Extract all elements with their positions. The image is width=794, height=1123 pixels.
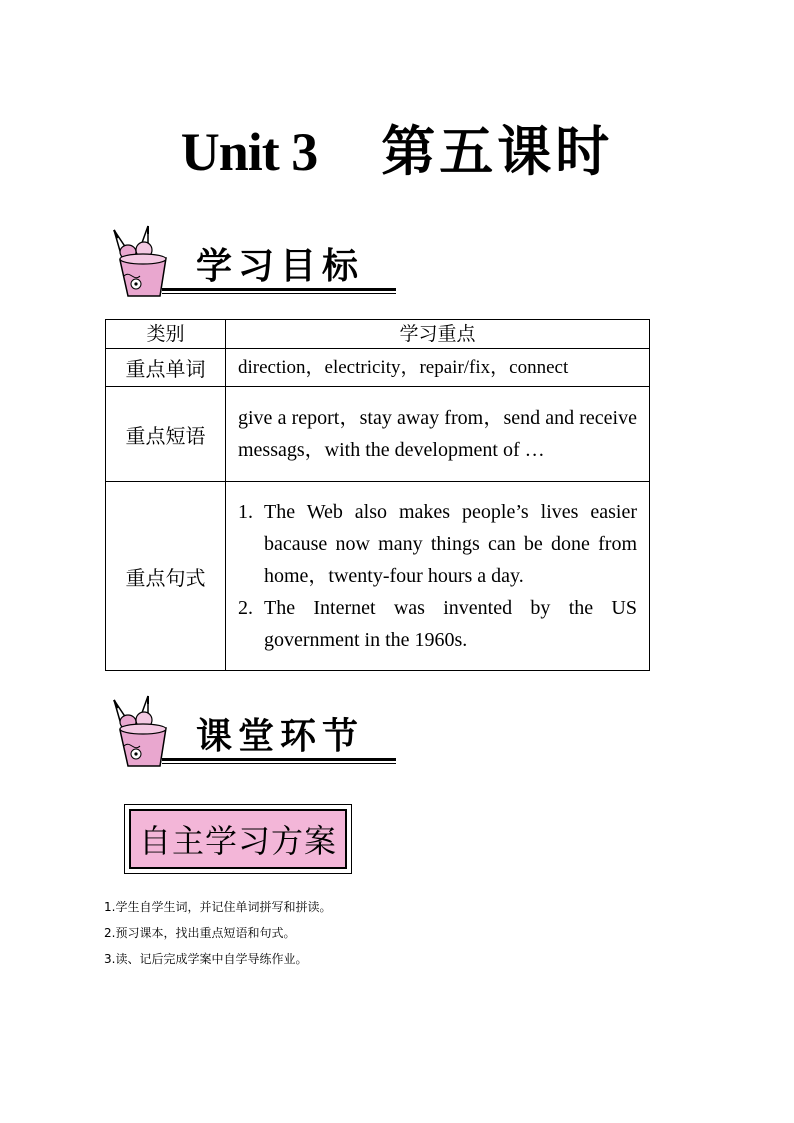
list-item: 3.读、记后完成学案中自学导练作业。: [104, 952, 308, 966]
sentence-item: [238, 592, 637, 656]
goals-table: [105, 319, 650, 671]
header-category: 类别: [106, 320, 226, 349]
list-item: 2.预习课本，找出重点短语和句式。: [104, 926, 296, 940]
heading-underline-thin: [162, 293, 396, 294]
page-title: [0, 118, 794, 185]
table-row: [106, 387, 650, 482]
sentence-number: 2.: [238, 597, 253, 619]
pencil-cup-icon: [104, 694, 174, 774]
plan-title: 自主学习方案: [129, 809, 347, 869]
row-label-phrases: 重点短语: [106, 387, 226, 482]
row-content-sentences: [226, 482, 650, 671]
row-content-phrases: give a report，stay away from，send and receive messags，with the development of …: [226, 387, 650, 482]
title-lesson: 第五课时: [381, 120, 614, 183]
goals-heading: 学习目标: [196, 246, 365, 287]
list-item: 1.学生自学生词，并记住单词拼写和拼读。: [104, 900, 332, 914]
plan-title-box: [124, 804, 352, 874]
row-label-words: 重点单词: [106, 349, 226, 387]
heading-underline: [162, 758, 396, 761]
title-unit: Unit 3: [180, 122, 318, 182]
heading-underline-thin: [162, 763, 396, 764]
table-row: [106, 482, 650, 671]
sentence-item: [238, 496, 637, 592]
sentence-text: The Internet was invented by the US government in the 1960s.: [264, 597, 637, 651]
row-label-sentences: 重点句式: [106, 482, 226, 671]
key-words-text: direction，electricity，repair/fix，connect: [238, 357, 569, 378]
pencil-cup-icon: [104, 224, 174, 304]
table-header-row: [106, 320, 650, 349]
class-heading: 课堂环节: [196, 716, 365, 757]
row-content-words: [226, 349, 650, 387]
sentence-number: 1.: [238, 501, 253, 523]
sentence-text: The Web also makes people’s lives easier bacause now many things can be done from home，twenty-four hours a day.: [264, 501, 637, 587]
header-focus: 学习重点: [226, 320, 650, 349]
section-header-class: [104, 694, 404, 774]
heading-underline: [162, 288, 396, 291]
table-row: [106, 349, 650, 387]
section-header-goals: [104, 224, 404, 304]
plan-steps: [104, 894, 331, 972]
